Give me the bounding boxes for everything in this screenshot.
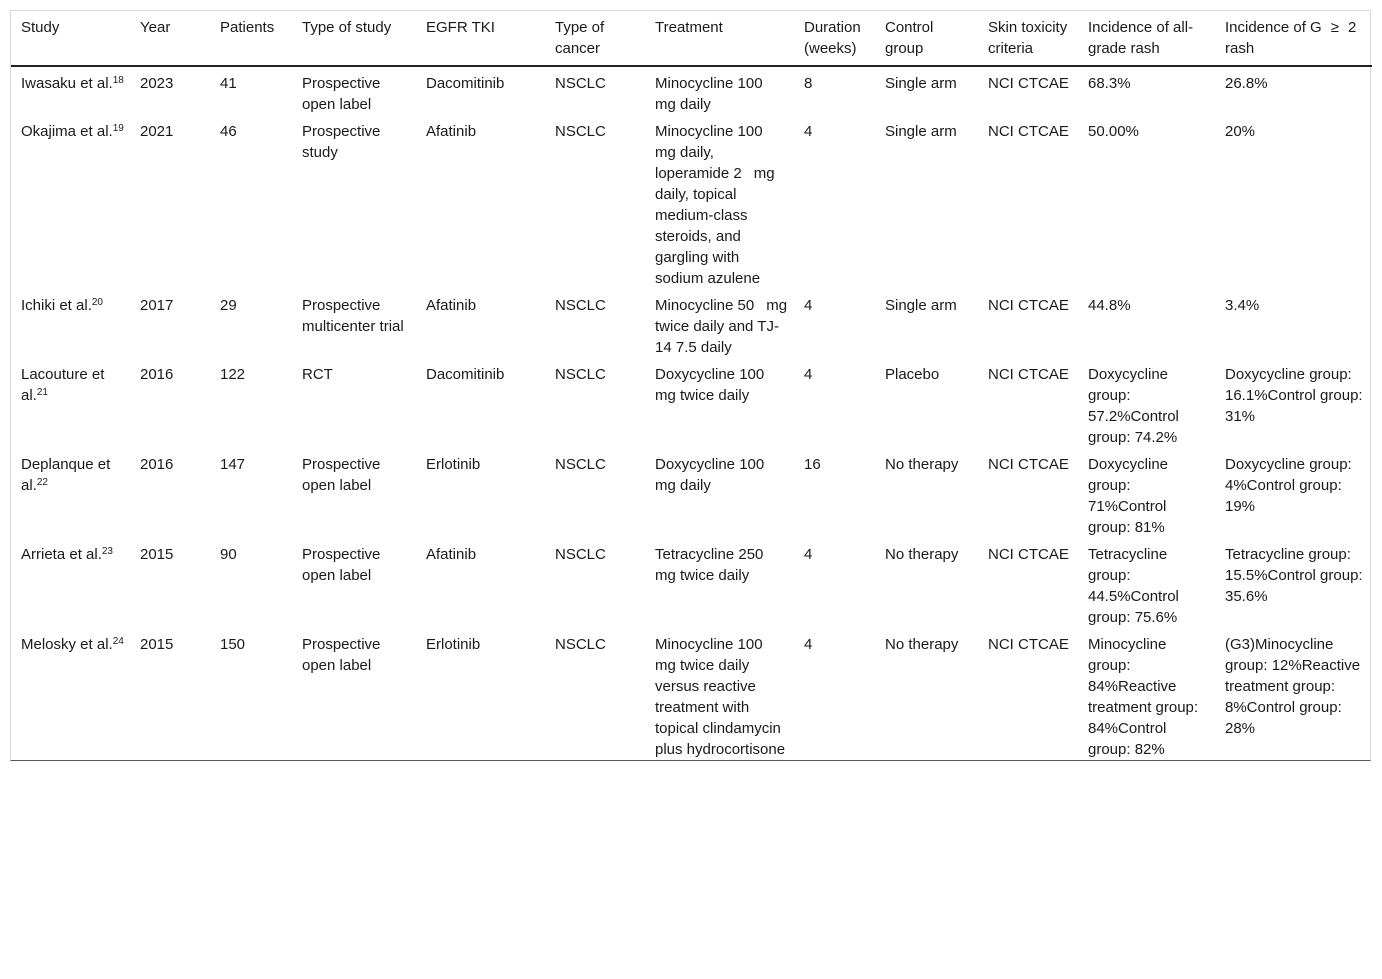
cell-incidence-g2-rash: 26.8% <box>1225 75 1268 92</box>
header-control-group: Control group <box>875 11 978 66</box>
cell-duration: 8 <box>804 75 813 92</box>
header-study: Study <box>11 11 130 66</box>
cell-incidence-g2-rash: (G3)Minocycline group: 12%Reactive treatment group: 8%Control group: 28% <box>1225 636 1361 737</box>
table-row <box>11 115 1372 289</box>
cell-study <box>11 628 130 760</box>
reference-superscript[interactable]: 20 <box>91 297 103 308</box>
cell-study <box>11 448 130 538</box>
cell-treatment: Minocycline 50 mg twice daily and TJ-14 7.5 daily <box>655 297 788 356</box>
cell-year: 2017 <box>140 297 174 314</box>
cell-incidence-all-grade-rash: Tetracycline group: 44.5%Control group: 75.6% <box>1088 546 1179 626</box>
cell-egfr-tki: Afatinib <box>426 297 477 314</box>
cell-skin-toxicity-criteria: NCI CTCAE <box>988 366 1069 383</box>
cell-type-of-cancer: NSCLC <box>555 366 606 383</box>
cell-type-of-cancer: NSCLC <box>555 297 606 314</box>
cell-control-group: Single arm <box>885 123 957 140</box>
cell-control-group: No therapy <box>885 456 959 473</box>
table-row <box>11 448 1372 538</box>
cell-incidence-all-grade-rash: Minocycline group: 84%Reactive treatment group: 84%Control group: 82% <box>1088 636 1199 758</box>
cell-year: 2021 <box>140 123 174 140</box>
header-row <box>11 11 1372 66</box>
header-egfr-tki: EGFR TKI <box>416 11 545 66</box>
cell-type-of-study: RCT <box>302 366 333 383</box>
reference-superscript[interactable]: 24 <box>112 636 124 647</box>
cell-skin-toxicity-criteria: NCI CTCAE <box>988 297 1069 314</box>
cell-duration: 4 <box>804 546 813 563</box>
cell-type-of-study: Prospective open label <box>302 456 381 494</box>
cell-patients: 29 <box>220 297 237 314</box>
header-type-of-study: Type of study <box>292 11 416 66</box>
cell-skin-toxicity-criteria: NCI CTCAE <box>988 123 1069 140</box>
cell-incidence-g2-rash: 3.4% <box>1225 297 1260 314</box>
header-incidence-g2-rash: Incidence of G ≥ 2 rash <box>1215 11 1372 66</box>
cell-year: 2016 <box>140 366 174 383</box>
cell-patients: 147 <box>220 456 246 473</box>
cell-year: 2016 <box>140 456 174 473</box>
cell-study <box>11 289 130 358</box>
reference-superscript[interactable]: 22 <box>36 477 48 488</box>
cell-incidence-g2-rash: 20% <box>1225 123 1256 140</box>
cell-control-group: Single arm <box>885 75 957 92</box>
cell-incidence-g2-rash: Doxycycline group: 16.1%Control group: 31% <box>1225 366 1363 425</box>
cell-duration: 4 <box>804 366 813 383</box>
table-row <box>11 289 1372 358</box>
header-year: Year <box>130 11 210 66</box>
table-row <box>11 358 1372 448</box>
reference-superscript[interactable]: 19 <box>112 123 124 134</box>
cell-type-of-study: Prospective open label <box>302 546 381 584</box>
cell-egfr-tki: Dacomitinib <box>426 75 505 92</box>
cell-incidence-g2-rash: Doxycycline group: 4%Control group: 19% <box>1225 456 1352 515</box>
cell-incidence-all-grade-rash: 50.00% <box>1088 123 1139 140</box>
header-incidence-all-grade-rash: Incidence of all-grade rash <box>1078 11 1215 66</box>
cell-treatment: Minocycline 100 mg daily <box>655 75 775 113</box>
header-skin-toxicity-criteria: Skin toxicity criteria <box>978 11 1078 66</box>
cell-type-of-study: Prospective multicenter trial <box>302 297 404 335</box>
cell-patients: 46 <box>220 123 237 140</box>
cell-study <box>11 115 130 289</box>
cell-type-of-cancer: NSCLC <box>555 123 606 140</box>
study-author: Okajima et al. <box>21 123 113 140</box>
cell-type-of-cancer: NSCLC <box>555 636 606 653</box>
cell-egfr-tki: Erlotinib <box>426 636 481 653</box>
cell-incidence-all-grade-rash: 68.3% <box>1088 75 1131 92</box>
cell-year: 2023 <box>140 75 174 92</box>
cell-treatment: Doxycycline 100 mg daily <box>655 456 777 494</box>
cell-patients: 122 <box>220 366 246 383</box>
cell-study <box>11 358 130 448</box>
cell-type-of-cancer: NSCLC <box>555 456 606 473</box>
table-row <box>11 628 1372 760</box>
cell-patients: 41 <box>220 75 237 92</box>
cell-skin-toxicity-criteria: NCI CTCAE <box>988 75 1069 92</box>
cell-type-of-study: Prospective study <box>302 123 381 161</box>
table-row <box>11 66 1372 115</box>
header-treatment: Treatment <box>645 11 794 66</box>
cell-skin-toxicity-criteria: NCI CTCAE <box>988 456 1069 473</box>
header-patients: Patients <box>210 11 292 66</box>
cell-patients: 150 <box>220 636 246 653</box>
study-author: Iwasaku et al. <box>21 75 113 92</box>
cell-type-of-study: Prospective open label <box>302 75 381 113</box>
cell-type-of-cancer: NSCLC <box>555 546 606 563</box>
cell-treatment: Minocycline 100 mg daily, loperamide 2 mg daily, topical medium-class steroids, and gargling with sodium azulene <box>655 123 775 287</box>
study-author: Lacouture et al. <box>21 366 105 404</box>
cell-treatment: Tetracycline 250 mg twice daily <box>655 546 776 584</box>
studies-table <box>11 11 1372 760</box>
cell-incidence-all-grade-rash: Doxycycline group: 71%Control group: 81% <box>1088 456 1169 536</box>
header-type-of-cancer: Type of cancer <box>545 11 645 66</box>
cell-study <box>11 66 130 115</box>
cell-skin-toxicity-criteria: NCI CTCAE <box>988 546 1069 563</box>
cell-treatment: Minocycline 100 mg twice daily versus reactive treatment with topical clindamycin plus hydrocortisone <box>655 636 786 758</box>
cell-study <box>11 538 130 628</box>
cell-type-of-cancer: NSCLC <box>555 75 606 92</box>
cell-year: 2015 <box>140 546 174 563</box>
cell-duration: 4 <box>804 297 813 314</box>
cell-duration: 4 <box>804 636 813 653</box>
cell-egfr-tki: Afatinib <box>426 123 477 140</box>
cell-egfr-tki: Afatinib <box>426 546 477 563</box>
reference-superscript[interactable]: 21 <box>36 387 48 398</box>
cell-type-of-study: Prospective open label <box>302 636 381 674</box>
reference-superscript[interactable]: 18 <box>112 75 124 86</box>
study-author: Melosky et al. <box>21 636 113 653</box>
study-author: Arrieta et al. <box>21 546 102 563</box>
studies-table-container <box>10 10 1371 761</box>
cell-control-group: No therapy <box>885 546 959 563</box>
cell-skin-toxicity-criteria: NCI CTCAE <box>988 636 1069 653</box>
cell-incidence-g2-rash: Tetracycline group: 15.5%Control group: 35.6% <box>1225 546 1363 605</box>
cell-year: 2015 <box>140 636 174 653</box>
table-body <box>11 66 1372 760</box>
cell-incidence-all-grade-rash: Doxycycline group: 57.2%Control group: 74.2% <box>1088 366 1179 446</box>
cell-control-group: Single arm <box>885 297 957 314</box>
reference-superscript[interactable]: 23 <box>101 546 113 557</box>
cell-incidence-all-grade-rash: 44.8% <box>1088 297 1131 314</box>
study-author: Ichiki et al. <box>21 297 92 314</box>
cell-duration: 16 <box>804 456 821 473</box>
cell-egfr-tki: Erlotinib <box>426 456 481 473</box>
cell-treatment: Doxycycline 100 mg twice daily <box>655 366 777 404</box>
cell-egfr-tki: Dacomitinib <box>426 366 505 383</box>
cell-duration: 4 <box>804 123 813 140</box>
table-row <box>11 538 1372 628</box>
cell-control-group: Placebo <box>885 366 940 383</box>
study-author: Deplanque et al. <box>21 456 111 494</box>
cell-patients: 90 <box>220 546 237 563</box>
cell-control-group: No therapy <box>885 636 959 653</box>
header-duration: Duration (weeks) <box>794 11 875 66</box>
